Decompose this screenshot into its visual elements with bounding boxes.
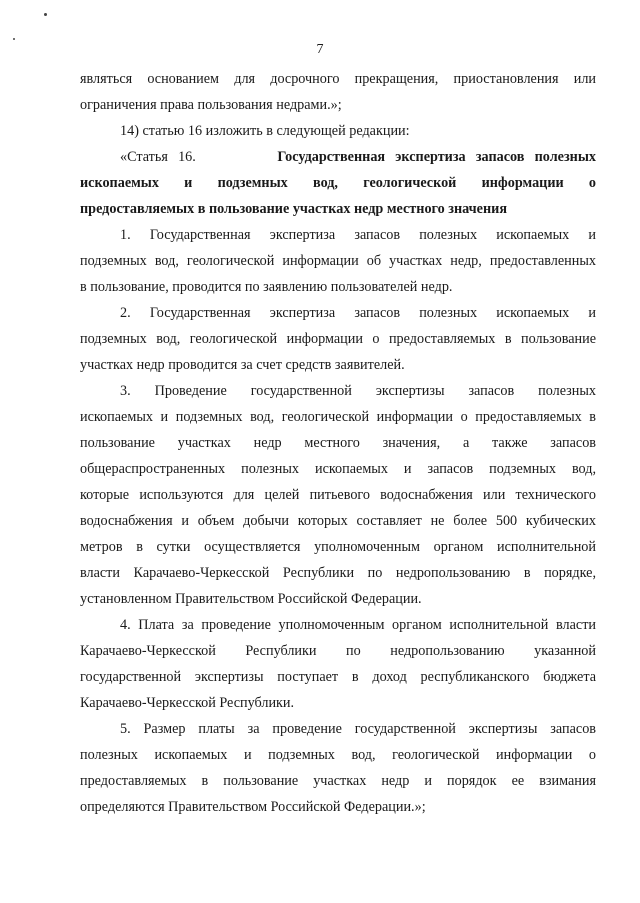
clause-1 [80, 222, 596, 300]
text-line: предоставляемых в пользование участках недр и порядок ее взимания [80, 773, 596, 789]
text-line: 1. Государственная экспертиза запасов полезных ископаемых и [120, 227, 596, 243]
text-line: установленном Правительством Российской Федерации. [80, 591, 422, 607]
text-line: 3. Проведение государственной экспертизы запасов полезных [120, 383, 596, 399]
article-heading [80, 144, 596, 222]
article-title-part: предоставляемых в пользование участках недр местного значения [80, 201, 507, 217]
text-line: 2. Государственная экспертиза запасов полезных ископаемых и [120, 305, 596, 321]
scan-speck [13, 38, 15, 40]
clause-5 [80, 716, 596, 820]
text-line: государственной экспертизы поступает в доход республиканского бюджета [80, 669, 596, 685]
paragraph-continuation [80, 66, 596, 118]
text-line: 4. Плата за проведение уполномоченным органом исполнительной власти [120, 617, 596, 633]
document-body [80, 66, 596, 820]
article-heading-line [80, 170, 596, 196]
clause-3 [80, 378, 596, 612]
article-prefix: «Статья 16. [120, 149, 196, 165]
paragraph-item-14 [80, 118, 596, 144]
article-heading-line [80, 144, 596, 170]
text-line: подземных вод, геологической информации о предоставляемых в пользование [80, 331, 596, 347]
article-title-part: ископаемых и подземных вод, геологической информации о [80, 175, 596, 191]
text-line: водоснабжения и объем добычи которых составляет не более 500 кубических [80, 513, 596, 529]
text-line: подземных вод, геологической информации об участках недр, предоставленных [80, 253, 596, 269]
text-line: участках недр проводится за счет средств заявителей. [80, 357, 405, 373]
text-line: ограничения права пользования недрами.»; [80, 97, 342, 113]
text-line: Карачаево-Черкесской Республики. [80, 695, 295, 711]
text-line: являться основанием для досрочного прекращения, приостановления или [80, 71, 596, 87]
clause-4 [80, 612, 596, 716]
clause-2 [80, 300, 596, 378]
text-line: 14) статью 16 изложить в следующей редакции: [120, 123, 410, 139]
text-line: общераспространенных полезных ископаемых и запасов подземных вод, [80, 461, 596, 477]
article-title-part: Государственная экспертиза запасов полезных [277, 149, 597, 165]
text-line: ископаемых и подземных вод, геологической информации о предоставляемых в [80, 409, 596, 425]
text-line: которые используются для целей питьевого водоснабжения или технического [80, 487, 596, 503]
article-heading-line [80, 196, 596, 222]
scan-speck [44, 13, 47, 16]
text-line: полезных ископаемых и подземных вод, геологической информации о [80, 747, 596, 763]
text-line: метров в сутки осуществляется уполномоченным органом исполнительной [80, 539, 596, 555]
page-number: 7 [316, 42, 324, 57]
text-line: власти Карачаево-Черкесской Республики по недропользованию в порядке, [80, 565, 596, 581]
text-line: 5. Размер платы за проведение государственной экспертизы запасов [120, 721, 596, 737]
text-line: Карачаево-Черкесской Республики по недропользованию указанной [80, 643, 596, 659]
text-line: определяются Правительством Российской Федерации.»; [80, 799, 426, 815]
text-line: пользование участках недр местного значения, а также запасов [80, 435, 596, 451]
text-line: в пользование, проводится по заявлению пользователей недр. [80, 279, 453, 295]
